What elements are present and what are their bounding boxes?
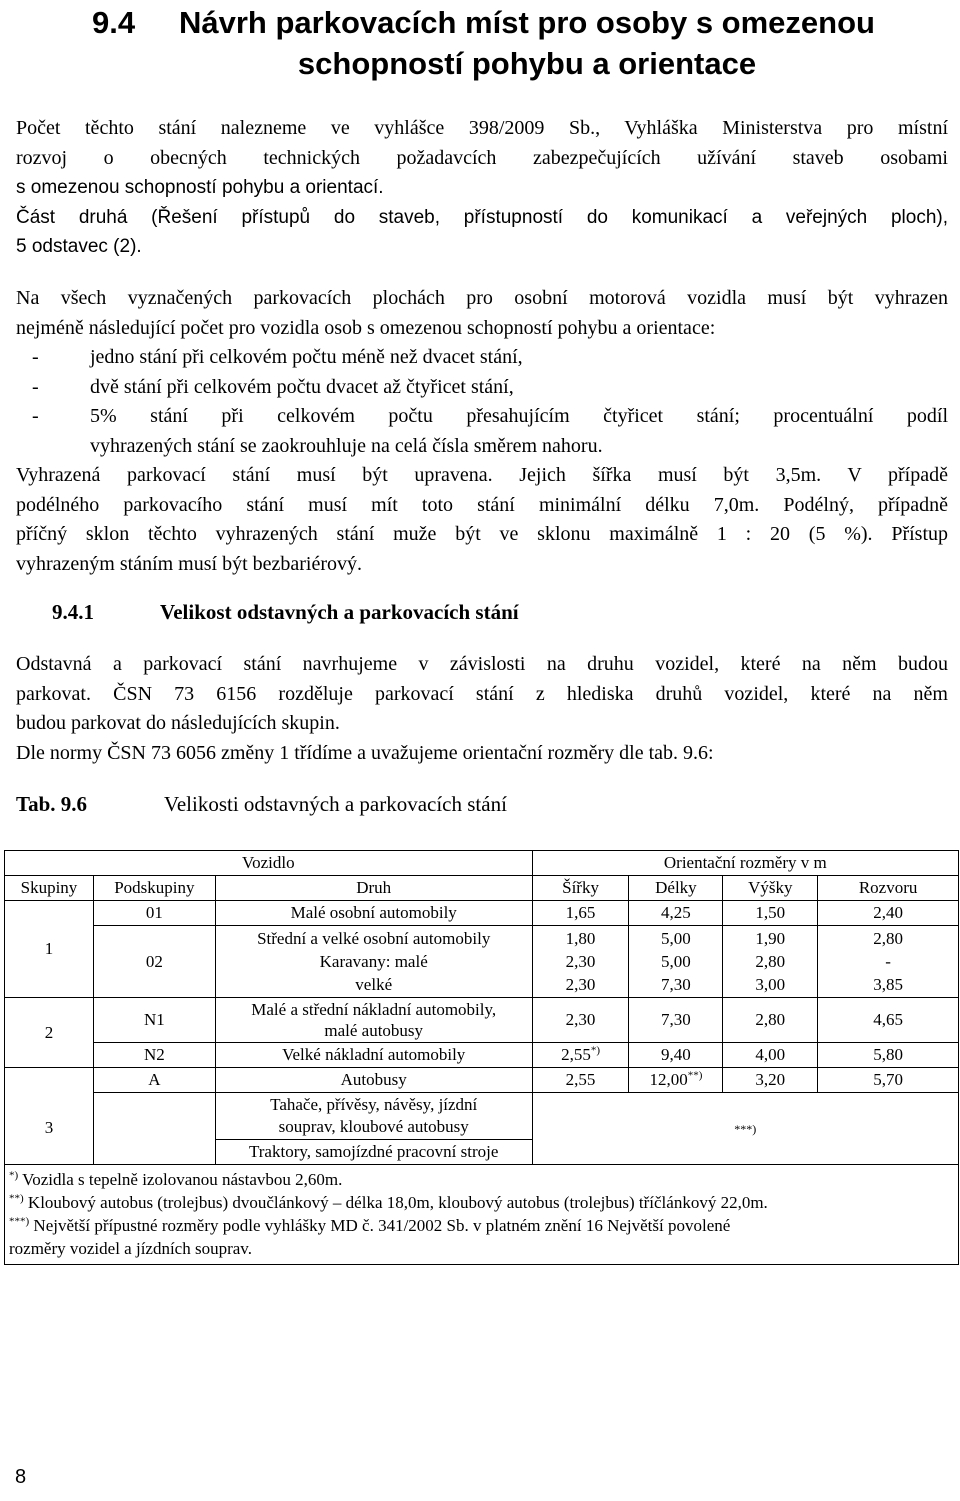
table-row bbox=[5, 901, 959, 926]
height-cell bbox=[723, 926, 818, 998]
footnote-mark: *) bbox=[590, 1044, 600, 1057]
footnote-mark: *) bbox=[9, 1169, 19, 1182]
type-cell: Velké nákladní automobily bbox=[215, 1043, 532, 1068]
column-header: Druh bbox=[215, 876, 532, 901]
height-cell: 2,80 bbox=[723, 998, 818, 1043]
wheelbase-cell: 4,65 bbox=[818, 998, 959, 1043]
height-cell: 3,20 bbox=[723, 1068, 818, 1093]
length-cell: 7,30 bbox=[629, 998, 723, 1043]
text-line: 5 odstavec (2). bbox=[16, 236, 142, 257]
value-line: 3,85 bbox=[873, 975, 903, 994]
list-item-text: jedno stání při celkovém počtu méně než dvacet stání, bbox=[90, 346, 523, 368]
text-line: Část druhá (Řešení přístupů do staveb, přístupností do komunikací a veřejných ploch), bbox=[16, 206, 948, 228]
section-number: 9.4 bbox=[92, 5, 136, 40]
text-line: Vyhrazená parkovací stání musí být upravena. Jejich šířka musí být 3,5m. V případě bbox=[16, 464, 948, 486]
dimensions-note-cell: ***) bbox=[532, 1093, 958, 1165]
type-line: souprav, kloubové autobusy bbox=[278, 1117, 469, 1136]
value-line: 3,00 bbox=[755, 975, 786, 994]
type-cell bbox=[215, 998, 532, 1043]
list-item bbox=[16, 343, 948, 373]
subgroup-cell: 01 bbox=[93, 901, 215, 926]
table-row bbox=[5, 926, 959, 998]
width-cell bbox=[532, 926, 629, 998]
group-cell: 1 bbox=[5, 901, 94, 998]
length-cell bbox=[629, 1068, 723, 1093]
value-line: 7,30 bbox=[661, 975, 691, 994]
text-line: Dle normy ČSN 73 6056 změny 1 třídíme a uvažujeme orientační rozměry dle tab. 9.6: bbox=[16, 741, 714, 764]
wheelbase-cell: 5,70 bbox=[818, 1068, 959, 1093]
section-title: Návrh parkovacích míst pro osoby s omezenou schopností pohybu a orientace bbox=[179, 5, 875, 81]
group-cell-empty bbox=[5, 1068, 94, 1093]
group-header-rozmery: Orientační rozměry v m bbox=[532, 851, 958, 876]
width-cell: 2,55 bbox=[532, 1068, 629, 1093]
text-line: Počet těchto stání nalezneme ve vyhlášce 398/2009 Sb., Vyhláška Ministerstva pro místní bbox=[16, 117, 948, 139]
footnote-text: Kloubový autobus (trolejbus) dvoučlánkový – délka 18,0m, kloubový autobus (trolejbus) tříčlánkový 22,0m. bbox=[27, 1193, 768, 1212]
rules-paragraph bbox=[16, 284, 948, 579]
subsection-title: Velikost odstavných a parkovacích stání bbox=[160, 600, 519, 624]
section-paragraph bbox=[16, 650, 948, 768]
page-number: 8 bbox=[15, 1466, 27, 1488]
footnote-mark: **) bbox=[687, 1069, 703, 1082]
list-item-text: dvě stání při celkovém počtu dvacet až čtyřicet stání, bbox=[90, 375, 514, 398]
type-line: Střední a velké osobní automobily bbox=[257, 929, 491, 948]
footnote-mark: ***) bbox=[9, 1215, 30, 1228]
column-header: Podskupiny bbox=[93, 876, 215, 901]
dimensions-table bbox=[4, 850, 959, 1265]
footnote-continuation: rozměry vozidel a jízdních souprav. bbox=[9, 1239, 252, 1258]
list-dash: - bbox=[32, 346, 39, 368]
value-line: 2,30 bbox=[565, 952, 596, 971]
type-line: velké bbox=[355, 975, 393, 994]
type-cell: Traktory, samojízdné pracovní stroje bbox=[215, 1140, 532, 1165]
text-line: rozvoj o obecných technických požadavcích zabezpečujících užívání staveb osobami bbox=[16, 146, 948, 169]
subgroup-cell: A bbox=[93, 1068, 215, 1093]
list-dash: - bbox=[32, 405, 39, 427]
subgroup-cell: N2 bbox=[93, 1043, 215, 1068]
table-row bbox=[5, 1093, 959, 1140]
table-footnotes bbox=[5, 1165, 959, 1265]
table-footnotes-row bbox=[5, 1165, 959, 1265]
type-line: Malé a střední nákladní automobily, bbox=[251, 1000, 497, 1019]
table-label: Tab. 9.6 bbox=[16, 792, 88, 816]
footnote-text: Vozidla s tepelně izolovanou nástavbou 2,60m. bbox=[22, 1170, 343, 1189]
table-row bbox=[5, 1068, 959, 1093]
footnote bbox=[9, 1191, 954, 1214]
wheelbase-cell bbox=[818, 926, 959, 998]
table-caption bbox=[16, 792, 507, 817]
value-line: 1,90 bbox=[755, 929, 786, 948]
text-line: příčný sklon těchto vyhrazených stání muže být ve sklonu maximálně 1 : 20 (5 %). Přístup bbox=[16, 523, 948, 545]
width-cell: 1,65 bbox=[532, 901, 629, 926]
list-item bbox=[16, 373, 948, 403]
value: 12,00 bbox=[649, 1070, 688, 1089]
value-line: - bbox=[885, 952, 891, 971]
table-title: Velikosti odstavných a parkovacích stání bbox=[164, 792, 507, 816]
table-header-row bbox=[5, 876, 959, 901]
table-row bbox=[5, 1043, 959, 1068]
column-header: Skupiny bbox=[5, 876, 94, 901]
wheelbase-cell: 5,80 bbox=[818, 1043, 959, 1068]
text-line: vyhrazeným stáním musí být bezbariérový. bbox=[16, 552, 363, 575]
wheelbase-cell: 2,40 bbox=[818, 901, 959, 926]
group-header-vozidlo: Vozidlo bbox=[5, 851, 533, 876]
type-cell bbox=[215, 1093, 532, 1140]
text-line: Odstavná a parkovací stání navrhujeme v závislosti na druhu vozidel, které na něm budou bbox=[16, 653, 948, 675]
value-line: 1,80 bbox=[565, 929, 596, 948]
type-cell: Autobusy bbox=[215, 1068, 532, 1093]
text-line: s omezenou schopností pohybu a orientací. bbox=[16, 177, 384, 198]
column-header: Rozvoru bbox=[818, 876, 959, 901]
group-cell: 3 bbox=[5, 1093, 94, 1165]
type-line: malé autobusy bbox=[324, 1021, 424, 1040]
value-line: 2,80 bbox=[755, 952, 786, 971]
footnote-text: Největší přípustné rozměry podle vyhlášky MD č. 341/2002 Sb. v platném znění 16 Největší povolené bbox=[33, 1216, 731, 1235]
height-cell: 1,50 bbox=[723, 901, 818, 926]
subgroup-cell-empty bbox=[93, 1093, 215, 1165]
subsection-number: 9.4.1 bbox=[52, 600, 94, 624]
length-cell bbox=[629, 926, 723, 998]
width-cell bbox=[532, 1043, 629, 1068]
text-line: podélného parkovacího stání musí mít toto stání minimální délku 7,0m. Podélný, případně bbox=[16, 493, 948, 516]
column-header: Šířky bbox=[532, 876, 629, 901]
table-group-header-row bbox=[5, 851, 959, 876]
footnote bbox=[9, 1168, 954, 1191]
value-line: 2,30 bbox=[565, 975, 596, 994]
subgroup-cell: N1 bbox=[93, 998, 215, 1043]
value-line: 5,00 bbox=[661, 952, 691, 971]
length-cell: 9,40 bbox=[629, 1043, 723, 1068]
type-cell bbox=[215, 926, 532, 998]
footnote bbox=[9, 1214, 954, 1237]
subgroup-cell: 02 bbox=[93, 926, 215, 998]
table-row bbox=[5, 998, 959, 1043]
value: 2,55 bbox=[561, 1045, 591, 1064]
list-item-text: 5% stání při celkovém počtu přesahujícím čtyřicet stání; procentuální podíl bbox=[90, 405, 948, 427]
list-item bbox=[16, 402, 948, 461]
text-line: budou parkovat do následujících skupin. bbox=[16, 712, 340, 734]
text-line: nejméně následující počet pro vozidla osob s omezenou schopností pohybu a orientace: bbox=[16, 316, 716, 339]
type-line: Karavany: malé bbox=[319, 952, 428, 971]
list-dash: - bbox=[32, 375, 39, 398]
column-header: Výšky bbox=[723, 876, 818, 901]
intro-paragraph bbox=[16, 114, 948, 262]
list-item-text: vyhrazených stání se zaokrouhluje na celá čísla směrem nahoru. bbox=[90, 434, 603, 457]
footnote-mark: **) bbox=[9, 1192, 24, 1205]
height-cell: 4,00 bbox=[723, 1043, 818, 1068]
text-line: parkovat. ČSN 73 6156 rozděluje parkovací stání z hlediska druhů vozidel, které na něm bbox=[16, 682, 948, 705]
subsection-heading bbox=[52, 600, 519, 625]
length-cell: 4,25 bbox=[629, 901, 723, 926]
value-line: 2,80 bbox=[873, 929, 903, 948]
type-cell: Malé osobní automobily bbox=[215, 901, 532, 926]
type-line: Tahače, přívěsy, návěsy, jízdní bbox=[270, 1095, 478, 1114]
value-line: 5,00 bbox=[661, 929, 691, 948]
width-cell: 2,30 bbox=[532, 998, 629, 1043]
text-line: Na všech vyznačených parkovacích plochách pro osobní motorová vozidla musí být vyhrazen bbox=[16, 287, 948, 309]
column-header: Délky bbox=[629, 876, 723, 901]
group-cell: 2 bbox=[5, 998, 94, 1068]
